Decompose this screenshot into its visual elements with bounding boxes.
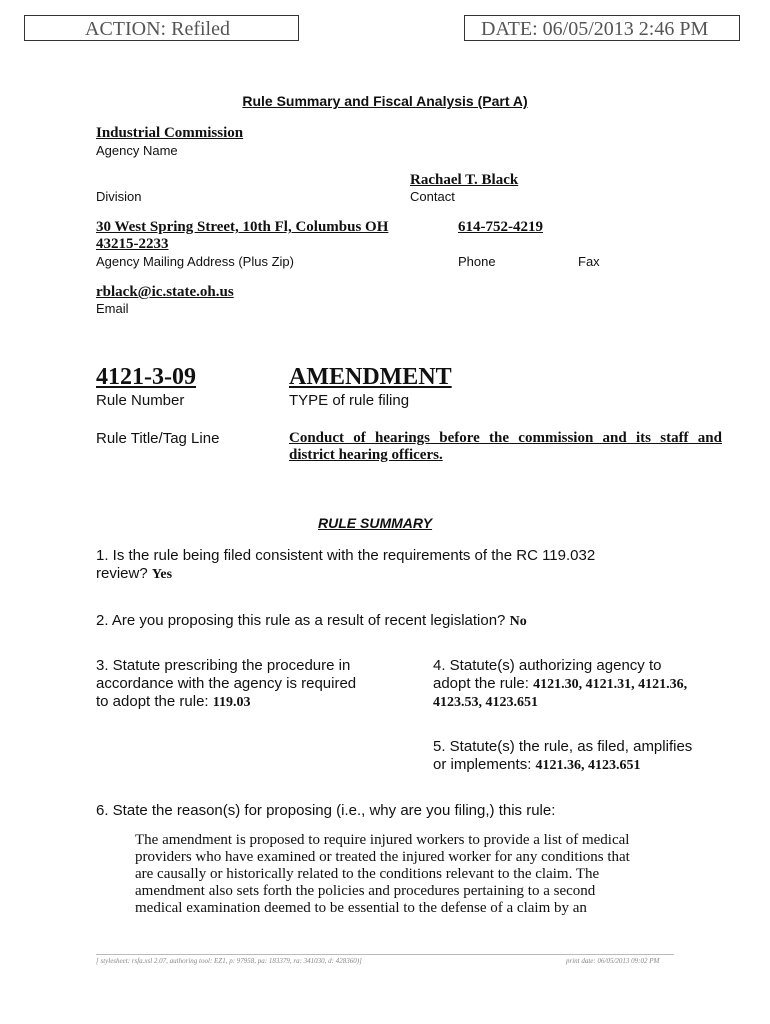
fax-label: Fax	[578, 254, 600, 269]
agency-name-value: Industrial Commission	[96, 125, 244, 141]
question-2	[96, 612, 527, 631]
question-3-line2: accordance with the agency is required	[96, 675, 357, 692]
rule-title-line1: Conduct of hearings before the commission and its staff and	[289, 430, 722, 446]
question-3-text: to adopt the rule:	[96, 693, 209, 710]
question-5-line2	[433, 756, 743, 775]
question-1-line2	[96, 565, 172, 584]
rule-number-label: Rule Number	[96, 392, 185, 409]
address-line2: 43215-2233	[96, 236, 169, 252]
question-3-line1: 3. Statute prescribing the procedure in	[96, 657, 351, 674]
rule-number-value: 4121-3-09	[96, 364, 196, 390]
rule-type-value: AMENDMENT	[289, 364, 452, 390]
question-4-text: adopt the rule:	[433, 675, 529, 692]
question-5-answer: 4121.36, 4123.651	[535, 758, 641, 773]
rule-summary-heading: RULE SUMMARY	[318, 515, 433, 531]
phone-label: Phone	[458, 254, 496, 269]
question-1-text: review?	[96, 565, 148, 582]
agency-name-label: Agency Name	[96, 143, 178, 158]
question-6: 6. State the reason(s) for proposing (i.e., why are you filing,) this rule:	[96, 802, 556, 819]
date-label: DATE: 06/05/2013 2:46 PM	[481, 18, 709, 40]
address-label: Agency Mailing Address (Plus Zip)	[96, 254, 294, 269]
action-box	[24, 15, 299, 41]
question-3	[96, 657, 416, 712]
question-1-line1: 1. Is the rule being filed consistent with the requirements of the RC 119.032	[96, 547, 596, 564]
question-2-text: 2. Are you proposing this rule as a result of recent legislation?	[96, 612, 506, 629]
question-5-line1: 5. Statute(s) the rule, as filed, amplifies	[433, 738, 693, 755]
reason-line: medical examination deemed to be essential to the defense of a claim by an	[135, 900, 587, 916]
question-5	[433, 738, 743, 775]
rule-title-line2: district hearing officers.	[289, 447, 443, 463]
date-box	[464, 15, 740, 41]
phone-value: 614-752-4219	[458, 219, 543, 235]
reason-line: providers who have examined or treated the injured worker for any conditions that	[135, 849, 630, 865]
question-4-line1: 4. Statute(s) authorizing agency to	[433, 657, 662, 674]
contact-value: Rachael T. Black	[410, 172, 519, 188]
footer-divider	[96, 954, 674, 955]
reason-line: amendment also sets forth the policies and procedures pertaining to a second	[135, 883, 596, 899]
email-label: Email	[96, 301, 129, 316]
reason-paragraph	[135, 832, 675, 917]
question-2-answer: No	[509, 614, 527, 629]
footer-stylesheet-info: [ stylesheet: rsfa.xsl 2.07, authoring tool: EZ1, p: 97958, pa: 183379, ra: 341030, d: 428360)]	[96, 957, 362, 965]
question-3-answer: 119.03	[212, 695, 251, 710]
reason-line: The amendment is proposed to require injured workers to provide a list of medical	[135, 832, 630, 848]
contact-label: Contact	[410, 189, 455, 204]
question-4-answer-b: 4123.53, 4123.651	[433, 695, 538, 710]
division-label: Division	[96, 189, 142, 204]
question-1-answer: Yes	[151, 567, 173, 582]
address-line1: 30 West Spring Street, 10th Fl, Columbus OH	[96, 219, 389, 235]
rule-title-label: Rule Title/Tag Line	[96, 430, 220, 447]
footer-print-date: print date: 06/05/2013 09:02 PM	[566, 957, 660, 965]
rule-type-label: TYPE of rule filing	[289, 392, 410, 409]
question-5-text: or implements:	[433, 756, 532, 773]
page-title: Rule Summary and Fiscal Analysis (Part A)	[242, 93, 528, 109]
email-value: rblack@ic.state.oh.us	[96, 284, 234, 300]
question-4-answer-a: 4121.30, 4121.31, 4121.36,	[533, 677, 688, 692]
question-4-line2	[433, 675, 743, 694]
question-4	[433, 657, 743, 712]
action-label: ACTION: Refiled	[85, 18, 230, 40]
question-3-line3	[96, 693, 416, 712]
reason-line: are causally or historically related to the conditions relevant to the claim. The	[135, 866, 600, 882]
